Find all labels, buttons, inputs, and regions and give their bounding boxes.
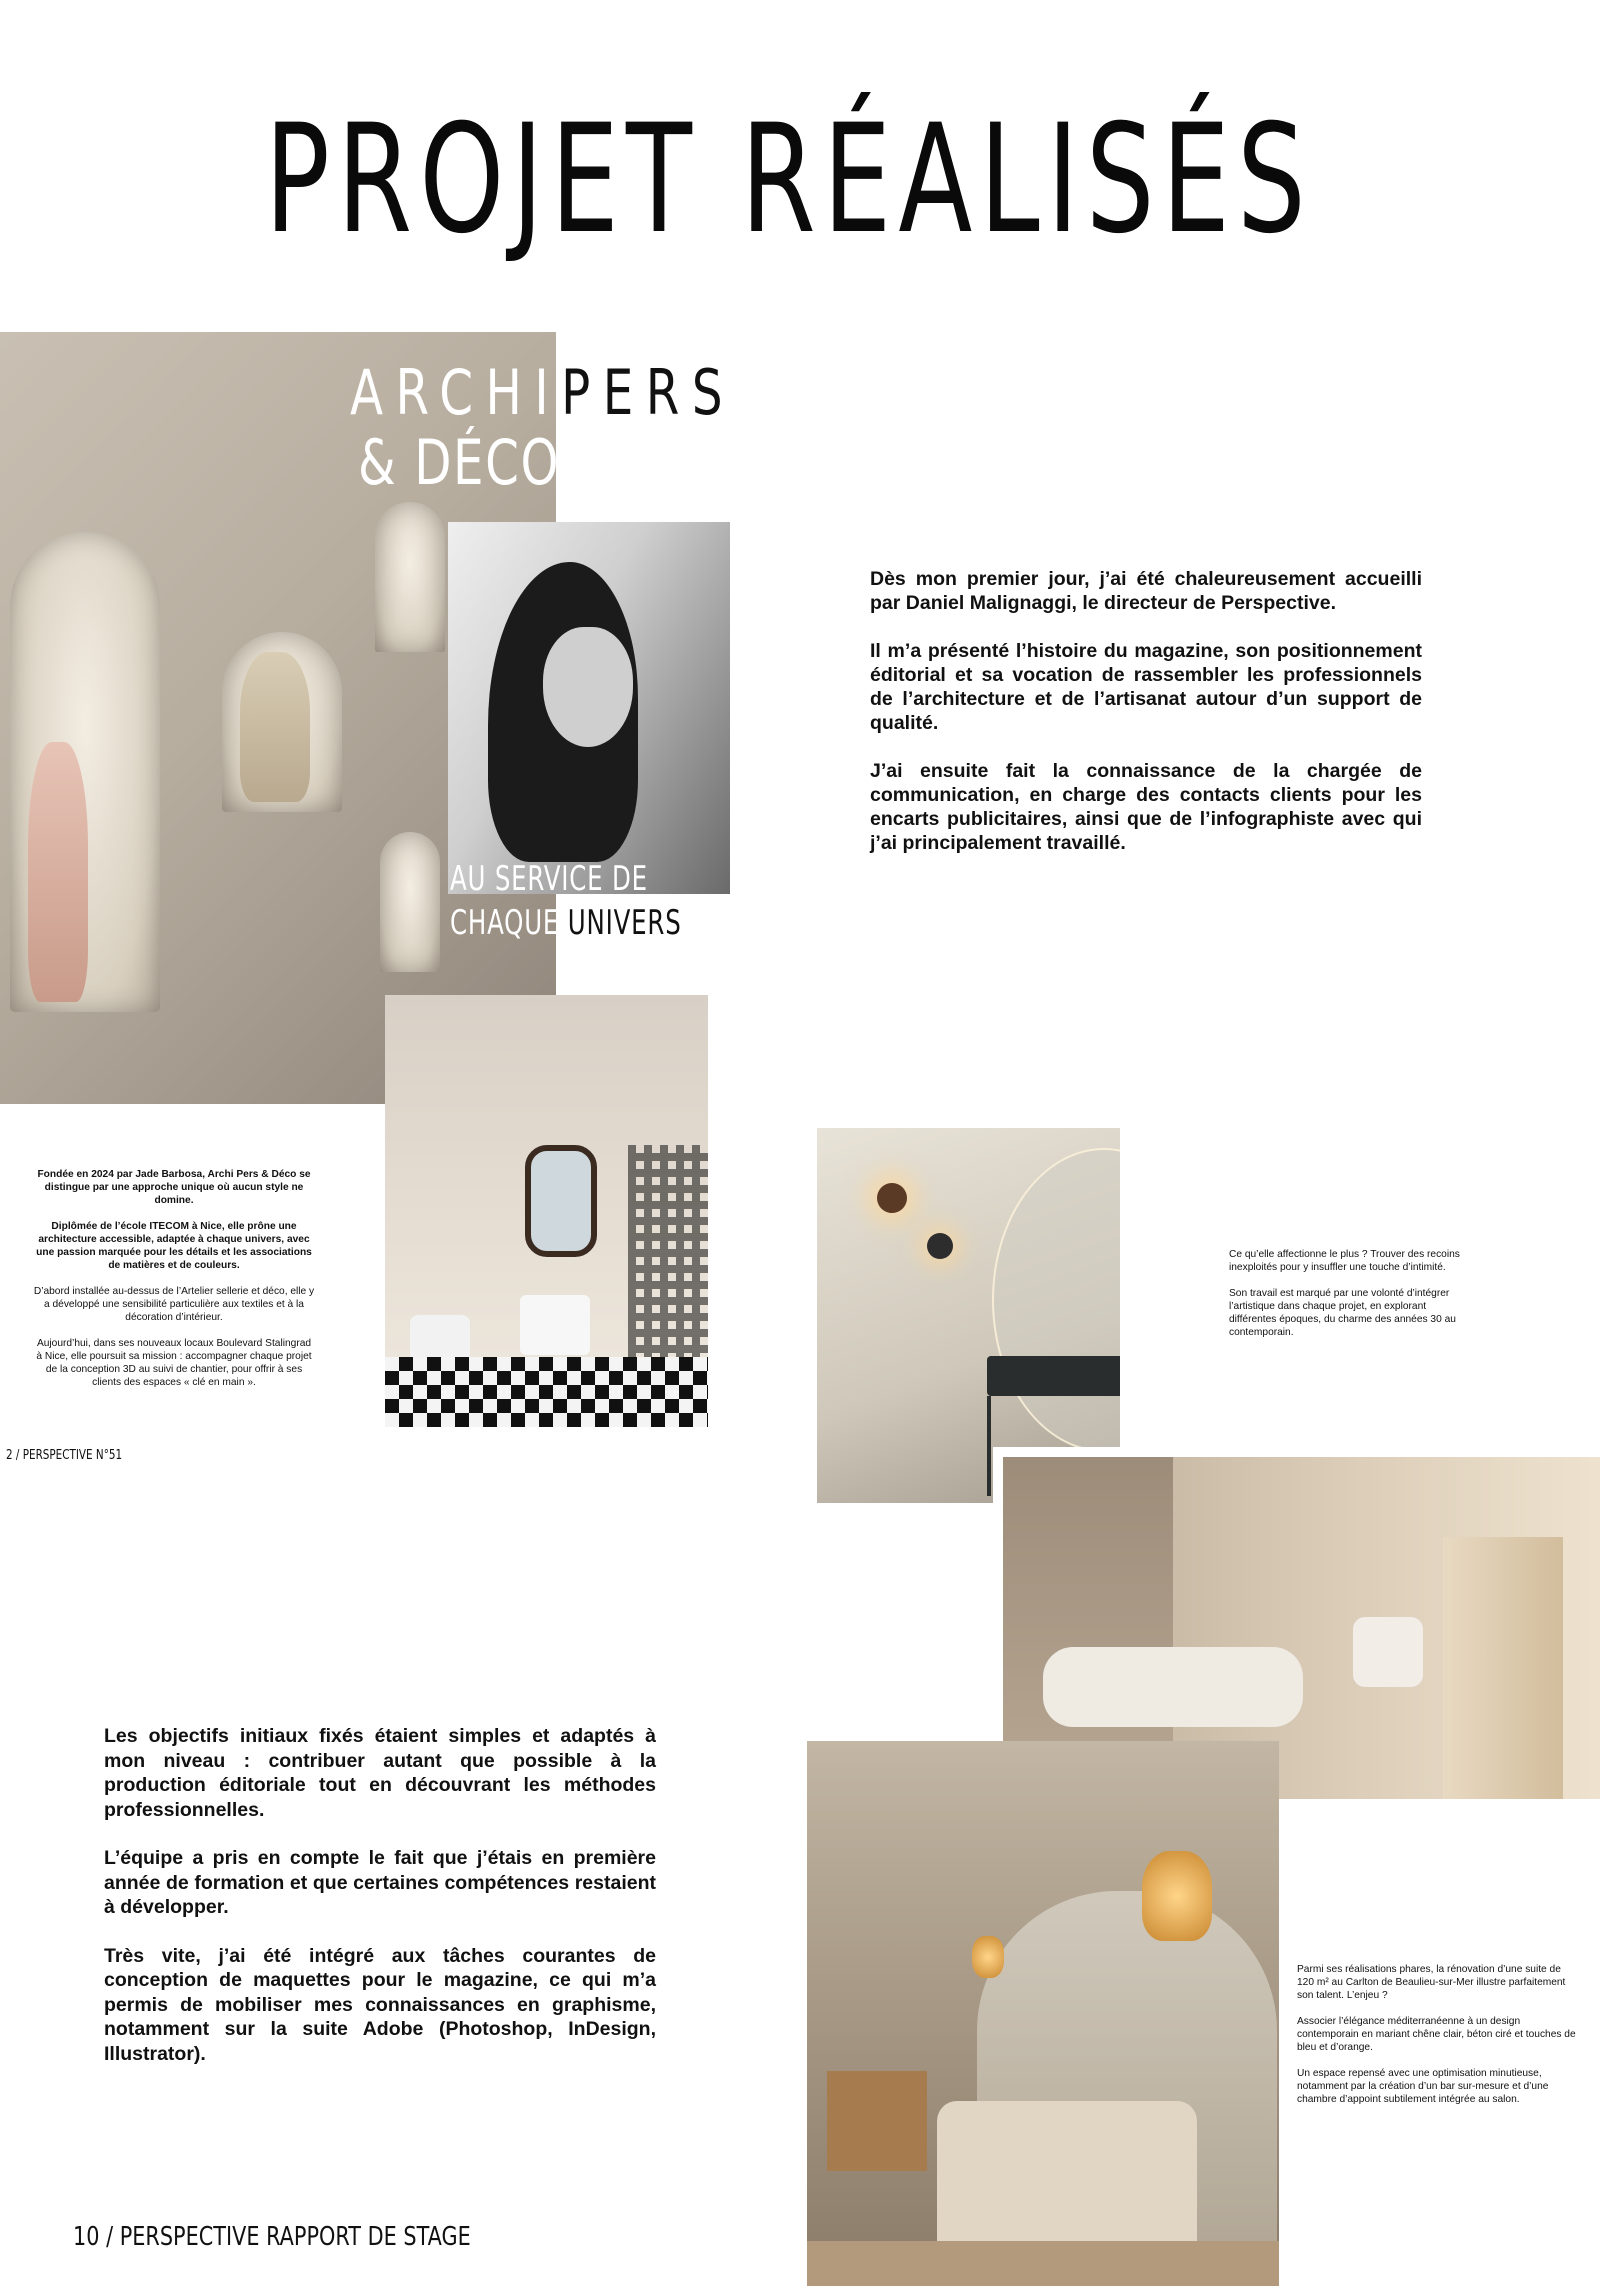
studio-paragraph: Diplômée de l’école ITECOM à Nice, elle prône une architecture accessible, adaptée à chaque univers, avec une passion marquée pour les détails et les associations de matières et de couleurs. xyxy=(36,1221,312,1271)
page-footer: 10 / PERSPECTIVE RAPPORT DE STAGE xyxy=(73,2222,471,2252)
carlton-paragraph: Parmi ses réalisations phares, la rénovation d’une suite de 120 m² au Carlton de Beaulieu-sur-Mer illustre parfaitement son talent. L’enjeu ? xyxy=(1297,1964,1566,2001)
intro-paragraph: Dès mon premier jour, j’ai été chaleureusement accueilli par Daniel Malignaggi, le directeur de Perspective. xyxy=(870,568,1422,614)
bathroom-photo xyxy=(385,995,708,1427)
caption-univers: UNIVERS xyxy=(567,903,682,943)
folio-small: 2 / PERSPECTIVE N°51 xyxy=(6,1448,123,1463)
page-title: PROJET RÉALISÉS xyxy=(264,93,1313,267)
intro-paragraph: J’ai ensuite fait la connaissance de la chargée de communication, en charge des contacts clients pour les encarts publicitaires, ainsi que de l’infographiste avec qui j’ai principalement travaillé. xyxy=(870,760,1422,854)
carlton-paragraph: Associer l’élégance méditerranéenne à un design contemporain en mariant chêne clair, béton ciré et touches de bleu et d’orange. xyxy=(1297,2016,1576,2053)
logo-line-1 xyxy=(350,356,736,429)
body-paragraph: Les objectifs initiaux fixés étaient simples et adaptés à mon niveau : contribuer autant que possible à la production éditoriale tout en découvrant les méthodes professionnelles. xyxy=(104,1725,656,1821)
studio-description xyxy=(33,1168,315,1402)
overlay-caption-line-2 xyxy=(450,902,682,945)
carlton-paragraph: Un espace repensé avec une optimisation minutieuse, notamment par la création d’un bar sur-mesure et d’une chambre d’appoint subtilement intégrée au salon. xyxy=(1297,2068,1549,2105)
portrait-photo xyxy=(448,522,730,894)
logo-archi: ARCHI xyxy=(350,356,562,429)
caption-chaque: CHAQUE xyxy=(450,903,560,943)
suite-photo xyxy=(807,1741,1279,2286)
logo-line-2: & DÉCO xyxy=(358,426,561,499)
affection-paragraph: Ce qu’elle affectionne le plus ? Trouver des recoins inexploités pour y insuffler une touche d’intimité. xyxy=(1229,1249,1460,1273)
intro-paragraph: Il m’a présenté l’histoire du magazine, son positionnement éditorial et sa vocation de rassembler les professionnels de l’architecture et de l’artisanat autour d’un support de qualité. xyxy=(870,640,1422,734)
overlay-caption-line-1: AU SERVICE DE xyxy=(450,859,648,899)
affection-text xyxy=(1229,1248,1469,1352)
carlton-text xyxy=(1297,1963,1579,2119)
affection-paragraph: Son travail est marqué par une volonté d’intégrer l’artistique dans chaque projet, en explorant différentes époques, du charme des années 30 au contemporain. xyxy=(1229,1288,1456,1338)
body-paragraph: L’équipe a pris en compte le fait que j’étais en première année de formation et que certaines compétences restaient à développer. xyxy=(104,1847,656,1918)
studio-paragraph: Fondée en 2024 par Jade Barbosa, Archi Pers & Déco se distingue par une approche unique où aucun style ne domine. xyxy=(37,1169,311,1206)
studio-paragraph: Aujourd’hui, dans ses nouveaux locaux Boulevard Stalingrad à Nice, elle poursuit sa mission : accompagner chaque projet de la conception 3D au suivi de chantier, pour offrir à ses clients des espaces « clé en main ». xyxy=(36,1338,312,1388)
studio-paragraph: D’abord installée au-dessus de l’Artelier sellerie et déco, elle y a développé une sensibilité particulière aux textiles et à la décoration d’intérieur. xyxy=(33,1286,315,1323)
body-paragraph: Très vite, j’ai été intégré aux tâches courantes de conception de maquettes pour le magazine, ce qui m’a permis de mobiliser mes connaissances en graphisme, notamment sur la suite Adobe (Photoshop, InDesign, Illustrator). xyxy=(104,1944,656,2065)
intro-text xyxy=(870,567,1422,879)
logo-pers: PERS xyxy=(561,356,736,429)
body-text xyxy=(104,1724,656,2090)
